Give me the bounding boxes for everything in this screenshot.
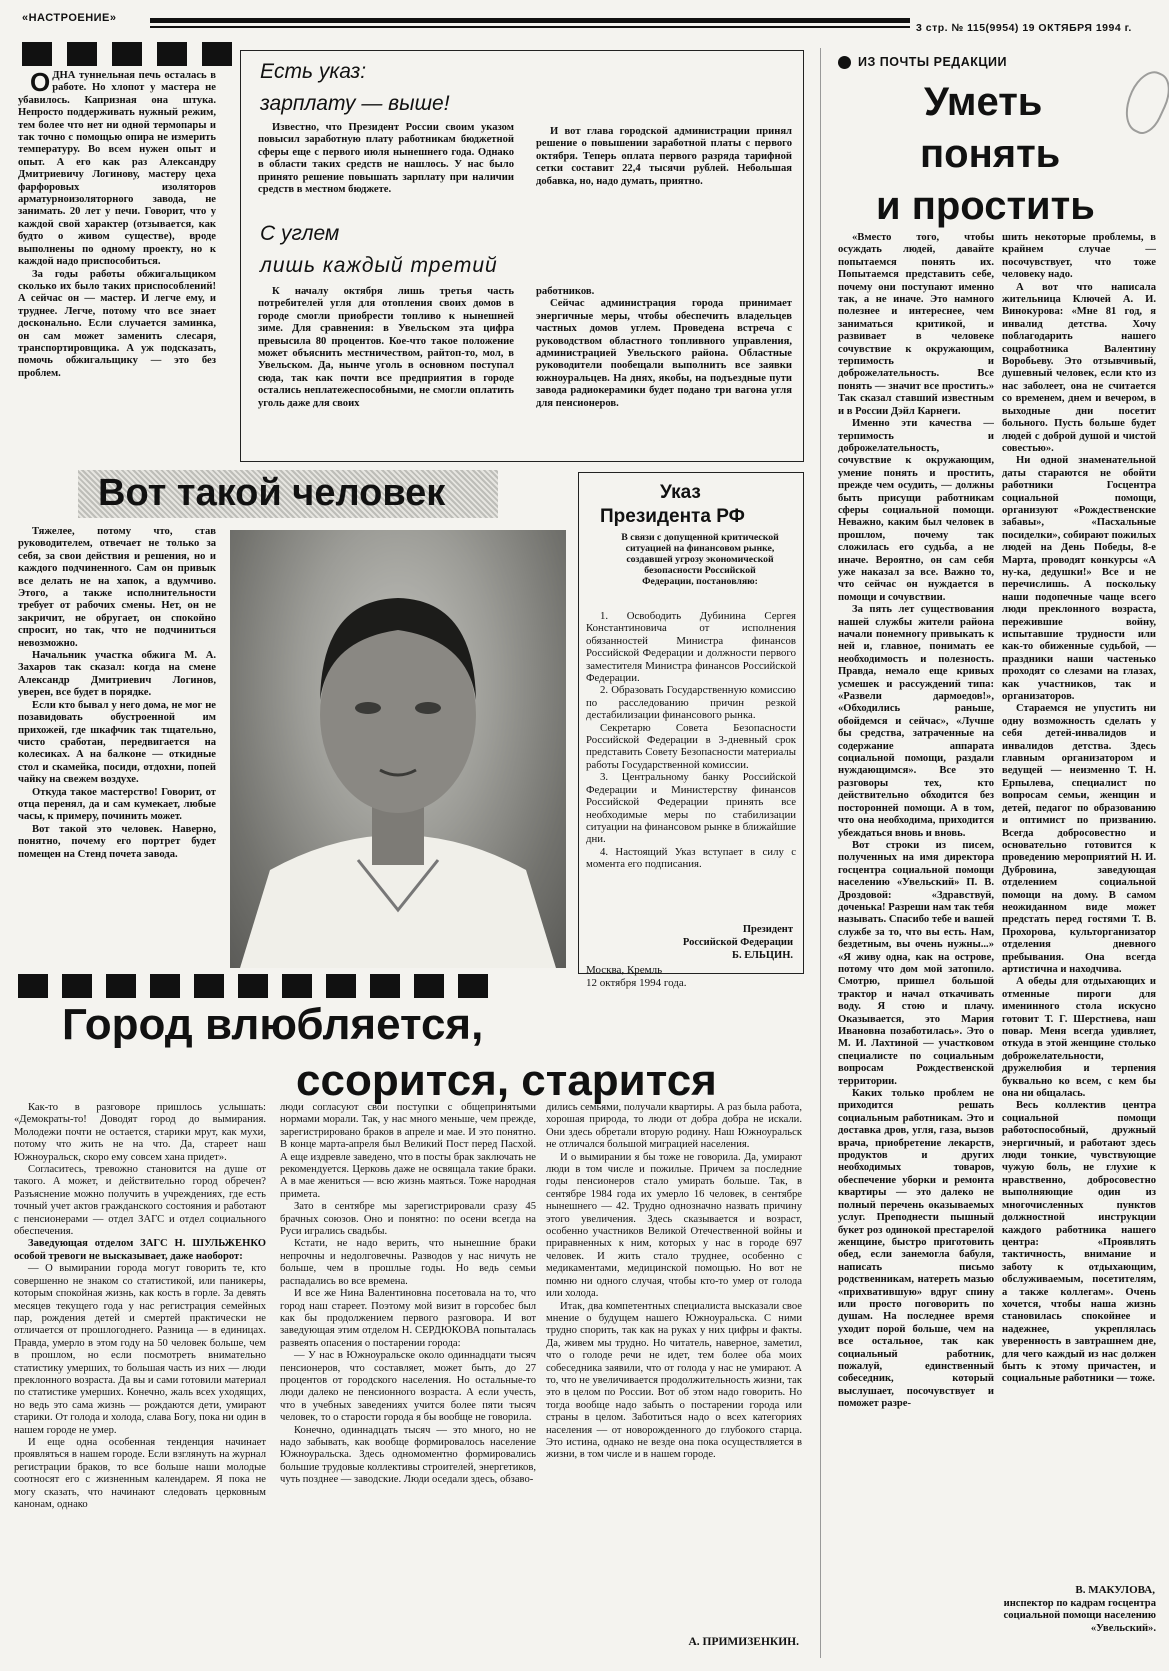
mail-paragraph: За пять лет существования нашей службы жители района начали понемногу привыкать к ней и, главное, понимать ее необходимость и полезность. Правда, немало еще кривых усмешек и рассуждений типа: «Развели дармоедов!», «Обходились раньше, обойдемся и сейчас», «Лучше бы средства, затраченные на содержание аппарата социальной помощи, раздали нуждающимся». Все это разговоры тех, кто действительно обходится без посторонней помощи. А в том, что она необходима, приходится убеждаться вновь и вновь. — [838, 604, 994, 839]
coal-paragraph: Сейчас администрация города принимает энергичные меры, чтобы обеспечить владельцев частных домов углем. Проведена встреча с руководством областного топливного управления, администрацией Увельского района. Областные руководители пообещали выполнить все заявки южноуральцев. На днях, якобы, на подъездные пути завода радиокерамики будет подано три вагона угля для пенсионеров. — [536, 298, 792, 409]
chelovek-paragraph: Откуда такое мастерство! Говорит, от отца перенял, да и сам кумекает, любые часы, к примеру, починить может. — [18, 786, 216, 823]
divider-square — [458, 974, 488, 998]
divider-square — [157, 42, 187, 66]
divider-square — [22, 42, 52, 66]
decree-item: 3. Центральному банку Российской Федерации и Министерству финансов Российской Федерации принять все необходимые меры по стабилизации ситуации на финансовом рынке в ближайшие дни. — [586, 771, 796, 846]
chelovek-paragraph: Если кто бывал у него дома, не мог не позавидовать обустроенной им прихожей, где шкафчик так тщательно, чисто сработан, передвигается на колесиках. А на балконе — откидные стол и скамейка, посиди, отдохни, попей чайку на свежем воздухе. — [18, 699, 216, 786]
coal-paragraph: К началу октября лишь третья часть потребителей угля для отопления своих домов в городе смогли приобрести топливо к нынешней зиме. Для сравнения: в Увельском эта цифра превысила 80 процентов. Кое-что такое положение может объяснить местничеством, райтоп-то, мол, в Увельском. Да, нынче уголь в основном поступал сюда, так как почти все предприятия в городе остались неплатежеспособными, не смогли оплатить уголь даже для своих — [258, 286, 514, 409]
mail-paragraph: Ни одной знаменательной даты стараются не обойти работники Госцентра социальной помощи, организуют «Рождественские забавы», «Пасхальные посиделки», собирают пожилых людей на День Победы, 8-е Марта, проводят конкурсы «А ну-ка, дедушки!» Все и не перечислишь. А поскольку наши подопечные чаще всего люди преклонного возраста, пережившие войну, испытавшие трудности или как-то обиженные судьбой, — праздники наши частенько проходят со слезами на глазах, как участников, так и организаторов. — [1002, 455, 1156, 703]
chelovek-title: Вот такой человек — [98, 472, 446, 514]
ukaz-body-2 — [536, 126, 792, 206]
city-paragraph: Как-то в разговоре пришлось услышать: «Демократы-то! Доводят город до вымирания. Молодежи почти не остается, старики мрут, как мухи, потому что жить не на что. Да, стареет наш Южноуральск, скоро ему совсем хана придет». — [14, 1102, 266, 1163]
city-paragraph: Итак, два компетентных специалиста высказали свое мнение о будущем нашего Южноуральска. С ними трудно спорить, так как на руках у них цифры и факты. Да, живем мы трудно. Но читатель, наверное, заметил, что о голоде речи не идет, тем более оба моих собеседника заявили, что от голода у нас не умирают. А то, что не увеличивается продолжительность жизни, так это в целом по России. Вот об этом надо говорить. Но тогда вообще надо забыть о постарении города или страны в целом. Заботиться надо о всех категориях населения — от новорожденного до глубокого старца. Это истина, однако не везде она пока осуществляется в жизни, в том числе и в нашем городе. — [546, 1300, 802, 1461]
city-paragraph: люди согласуют свои поступки с общепринятыми нормами морали. Так, у нас много меньше, чем прежде, зарегистрировано браков в апреле и мае. И это понятно. В конце марта-апреля был Великий Пост перед Пасхой. А еще издревле заведено, что в посты брак заключать не рекомендуется. Церковь даже не освящала такие браки. А в мае жениться — всю жизнь маяться. Тоже народная примета. — [280, 1102, 536, 1200]
handwritten-mark — [1116, 65, 1169, 139]
decree-sign-1: Президент — [742, 924, 793, 935]
mail-title-2: понять — [920, 132, 1061, 176]
ukaz-body-1 — [258, 122, 514, 220]
ukaz-title-2: зарплату — выше! — [260, 92, 450, 115]
ukaz-paragraph: И вот глава городской администрации принял решение о повышении заработной платы с первого октября. Теперь оплата первого разряда тарифной сетки составит 22,4 тысячи рублей. Небольшая добавка, но, надо думать, приятно. — [536, 126, 792, 187]
city-paragraph: Зато в сентябре мы зарегистрировали сразу 45 брачных союзов. Оно и понятно: по осени всегда на Руси игрались свадьбы. — [280, 1201, 536, 1238]
divider-square — [414, 974, 444, 998]
decree-item: 1. Освободить Дубинина Сергея Константиновича от исполнения обязанностей Министра финансов Российской Федерации и должности первого заместителя Министра финансов Российской Федерации. — [586, 610, 796, 685]
city-paragraph: Заведующая отделом ЗАГС Н. ШУЛЬЖЕНКО особой тревоги не высказывает, даже наоборот: — [14, 1238, 266, 1262]
city-column-1 — [14, 1102, 266, 1652]
mail-column-2 — [1002, 232, 1156, 1578]
city-column-3 — [546, 1102, 802, 1622]
ukaz-title-1: Есть указ: — [260, 60, 367, 83]
mail-paragraph: А обеды для отдыхающих и отменные пироги для именинного стола искусно готовит Т. Г. Шерстнева, наш повар. Меня всегда удивляет, откуда в этой женщине столько доброжелательности, дружелюбия и терпения буквально ко всем, с кем бы она ни общалась. — [1002, 976, 1156, 1100]
mail-paragraph: Вот строки из писем, полученных на имя директора госцентра социальной помощи населению «Увельский» П. В. Дроздовой: «Здравствуй, доченька! Разреши нам так тебя называть. Спасибо тебе и вашей службе за то, что вы есть. Нам, бездетным, вы очень нужны...» «Я живу одна, как на острове, потому что дом мой затопило. Смотрю, пришел большой трактор и начал откачивать воду. Я стою и плачу. Оказывается, это Мария Ивановна позаботилась». Это о М. И. Лахтиной — участковом специалисте по социальным вопросам Рождественской территории. — [838, 839, 994, 1087]
decree-items — [586, 610, 796, 912]
issue-info: 3 стр. № 115(9954) 19 ОКТЯБРЯ 1994 г. — [916, 22, 1132, 34]
decree-item: 4. Настоящий Указ вступает в силу с момента его подписания. — [586, 845, 796, 871]
mail-paragraph: Именно эти качества — терпимость и доброжелательность, сочувствие к окружающим, умение понять и простить, прежде чем осудить, — должны быть присущи работникам сферы социальной помощи. Неважно, каким был человек в прошлом, почему так сложилась его судьба, а не иначе. Вероятно, он сам себя уже наказал за все. Важно то, что сейчас он нуждается в помощи и сочувствии. — [838, 418, 994, 603]
mail-rubric: ИЗ ПОЧТЫ РЕДАКЦИИ — [858, 55, 1007, 69]
city-paragraph: Согласитесь, тревожно становится на душе от такого. А может, и действительно город обречен? Разъяснение можно получить в учреждениях, где есть точный учет актов гражданского состояния и работают с пенсионерами — отдел ЗАГС и отдел социального обеспечения. — [14, 1164, 266, 1238]
coal-column-2 — [536, 286, 792, 454]
mail-paragraph: Весь коллектив центра социальной помощи работоспособный, дружный энергичный, и работают здесь люди тонкие, чувствующие чужую боль, не глухие к нравственно, добросовестно выполняющие один из многочисленных пунктов должностной инструкции каждого работника нашего центра: «Проявлять тактичность, внимание и заботу к отдыхающим, обслуживаемым, посетителям, а также коллегам». Очень хочется, чтобы наша жизнь становилась спокойнее и надежнее, укреплялась уверенность в завтрашнем дне, для чего каждый из нас должен быть к этому причастен, и социальные работники — тоже. — [1002, 1100, 1156, 1385]
city-paragraph: И все же Нина Валентиновна посетовала на то, что город наш стареет. Поэтому мой визит в горсобес был как бы продолжением первого разговора. И вот заведующая этим отделом Н. СЕРДЮКОВА попыталась развеять опасения о постарении города: — [280, 1288, 536, 1349]
chelovek-paragraph: Тяжелее, потому что, став руководителем, отвечает не только за себя, за свои действия и решения, но и каждого подчиненного. Сам он привык все делать не на хапок, а вдумчиво. Этого, а также исполнительности требует от рабочих смены. Нет, он не закричит, не обругает, он спокойно спросит, но так, что не подчиниться невозможно. — [18, 526, 216, 649]
city-paragraph: И еще одна особенная тенденция начинает проявляться в нашем городе. Если взглянуть на журнал регистрации браков, то все больше наши молодые соотносят его с жизненным календарем. Я пока не могу сказать, что начинают следовать церковным канонам, однако — [14, 1436, 266, 1510]
divider-square — [62, 974, 92, 998]
decree-title-1: Указ — [660, 482, 701, 503]
chelovek-paragraph: Вот такой это человек. Наверно, понятно, почему его портрет будет помещен на Стенд почета завода. — [18, 823, 216, 860]
city-column-2 — [280, 1102, 536, 1652]
decree-sign-3: Б. ЕЛЬЦИН. — [732, 950, 793, 961]
tunnel-paragraph: ДНА туннельная печь осталась в работе. Но хлопот у мастера не убавилось. Капризная она штука. Непросто поддерживать нужный режим, тем более что нет ни одной термопары и так точно с помощью опира не измерить температуру. Во всем нужен опыт и опыт. А его как раз Александру Дмитриевичу Логинову, мастеру цеха фарфоровых изоляторов арматурноизоляторного завода, не занимать. 20 лет у печи. Говорит, что у каждой свой характер (отзывается, как будто о живом существе), вроде выполнены по одному проекту, но к каждой надо приспособиться. — [18, 70, 216, 268]
divider-square — [150, 974, 180, 998]
section-label: «НАСТРОЕНИЕ» — [22, 12, 117, 24]
ukaz-paragraph: Известно, что Президент России своим указом повысил заработную плату работникам бюджетной сферы еще с первого июля нынешнего года. Однако в области таких средств не нашлось. У нас было принято решение повышать зарплату при наличии средств в местном бюджете. — [258, 122, 514, 196]
chelovek-paragraph: Начальник участка обжига М. А. Захаров так сказал: когда на смене Александр Дмитриевич Логинов, уверен, все будет в порядке. — [18, 650, 216, 699]
mail-paragraph: Каких только проблем не приходится решать социальным работникам. Это и доставка дров, угля, газа, вызов врача, приобретение лекарств, продуктов и других необходимых товаров, обеспечение уборки и ремонта квартиры — это далеко не полный перечень оказываемых услуг. Преподнести пышный букет роз одинокой престарелой женщине, быстро приготовить обед, если занемогла бабуля, написать письмо родственникам, натереть мазью «прихватившую» вдруг спину или просто поговорить по душам. На последнее время уходит порой больше, чем на все остальное, так как социальный работник, пожалуй, единственный собеседник, который выслушает, посочувствует и поможет разре- — [838, 1088, 994, 1410]
mail-title-1: Уметь — [924, 80, 1043, 124]
city-paragraph: — У нас в Южноуральске около одиннадцати тысяч пенсионеров, что составляет, может быть, до 27 процентов от городского населения. Но остальные-то люди далеко не пенсионного возраста. А если учесть, что в учебных заведениях учится более пяти тысяч человек, то о старости города я бы вообще не говорила. — [280, 1350, 536, 1424]
dropcap: О — [30, 70, 51, 97]
mail-column-1 — [838, 232, 994, 1644]
divider-square — [194, 974, 224, 998]
city-paragraph: И о вымирании я бы тоже не говорила. Да, умирают люди в том числе и пожилые. Причем за последние годы пенсионеров стало умирать больше. Так, в сентябре 1984 года их умерло 16 человек, в сентябре нынешнего — 42. Трудно однозначно назвать причину этого увеличения. Здесь сказывается и возраст, особенно участников Великой Отечественной войны и приравненных к ним, которых у нас в городе 697 человек. И жить стало труднее, особенно с медикаментами, медицинской помощью. Но вот не помню ни одного случая, чтобы кто-то умер от голода или холода. — [546, 1151, 802, 1300]
mail-title-3: и простить — [876, 184, 1095, 228]
city-paragraph: — О вымирании города могут говорить те, кто совершенно не знаком со статистикой, или паникеры, которым спокойная жизнь, как кость в горле. За девять месяцев текущего года у нас регистрация семейных пар, рождения детей и смертей практически не отличается от прошлогоднего. Разница — в единицах. Правда, умерло в этом году на 50 человек больше, чем в прошлом, но если посмотреть внимательно статистику умерших, то большая часть из них — люди преклонного возраста. Да вы и сами готовили материал по статистике умерших. Конечно, жаль всех уходящих, но ведь это сама жизнь — рождаются дети, умирают старики. От голода и холода, слава Богу, пока ни один в нашем городе не умер. — [14, 1263, 266, 1436]
coal-subtitle-1: С углем — [260, 222, 340, 245]
city-paragraph: Кстати, не надо верить, что нынешние браки непрочны и недолговечны. Разводов у нас ничуть не больше, чем в прошлые годы. Но ведь семьи распадались во все времена. — [280, 1238, 536, 1287]
divider-square — [106, 974, 136, 998]
city-signature: А. ПРИМИЗЕНКИН. — [688, 1636, 799, 1648]
column-rule — [820, 48, 821, 1658]
header-rule-thin — [150, 26, 910, 28]
decree-sign-2: Российской Федерации — [682, 937, 793, 948]
divider-square — [18, 974, 48, 998]
decree-date: 12 октября 1994 года. — [586, 977, 687, 989]
mail-paragraph: шить некоторые проблемы, в крайнем случае — посочувствует, что тоже человеку надо. — [1002, 232, 1156, 281]
city-paragraph: дились семьями, получали квартиры. А раз была работа, хорошая природа, то люди от добра добра не искали. Они здесь обретали вторую родину. Наш Южноуральск не отличался большой миграцией населения. — [546, 1102, 802, 1151]
tunnel-paragraph: За годы работы обжигальщиком сколько их было таких приспособлений! А сейчас он — мастер. И легче ему, и труднее. Легче, потому что все знает досконально. Если случается заминка, он сам может заменить слесаря, транспортировщика. А уж подсказать, помочь обжигальщику — это без проблем. — [18, 268, 216, 379]
decree-preamble — [620, 532, 780, 612]
decree-preamble-text: В связи с допущенной критической ситуацией на финансовом рынке, создавшей угрозу экономической безопасности Российской Федерации, постановляю: — [621, 532, 779, 587]
bullet-icon — [838, 56, 851, 69]
divider-square — [202, 42, 232, 66]
header-rule — [150, 18, 910, 23]
mail-paragraph: А вот что написала жительница Ключей А. И. Винокурова: «Мне 81 год, я инвалид детства. Хочу поблагодарить нашего соцработника Валентину Воробьеву. Это отзывчивый, душевный человек, если кто из нас заболеет, она не считается со временем, днем и вечером, в выходные дни посетит больного. Пусть больше будет людей с доброй душой и чистой совестью». — [1002, 281, 1156, 454]
portrait-photo — [230, 530, 566, 968]
mail-paragraph: Стараемся не упустить ни одну возможность сделать у себя детей-инвалидов и инвалидов детства. Здесь главным организатором и ведущей — неизменно Т. Н. Ерпылева, специалист по вопросам семьи, женщин и детей, педагог по образованию и оптимист по призванию. Всегда добросовестно и основательно готовится к проведению мероприятий Н. И. Дубровина, заведующая отделением социальной помощи на дому. В самом неожиданном виде может предстать перед гостями Т. В. Прохорова, культорганизатор отделения дневного пребывания. Она всегда артистична и находчива. — [1002, 703, 1156, 975]
divider-square — [112, 42, 142, 66]
portrait-figure — [230, 530, 566, 968]
divider-square — [67, 42, 97, 66]
coal-paragraph: работников. — [536, 286, 595, 297]
mail-signature: В. МАКУЛОВА, — [1075, 1584, 1155, 1596]
decree-place: Москва, Кремль — [586, 964, 663, 976]
city-title-2: ссорится, старится — [296, 1056, 717, 1105]
divider-square — [370, 974, 400, 998]
divider-square — [238, 974, 268, 998]
mail-paragraph: «Вместо того, чтобы осуждать людей, давайте попытаемся понять их. Попытаемся представить себе, почему они поступают именно так, а не иначе. Это намного полезнее и интереснее, чем заниматься критикой, и развивает в человеке сочувствие к окружающим, терпимость и доброжелательность. Все понять — значит все простить.» Так сказал ставший известным и в России Дэйл Карнеги. — [838, 232, 994, 417]
divider-square — [282, 974, 312, 998]
coal-subtitle-2: лишь каждый третий — [260, 254, 498, 277]
city-paragraph: Конечно, одиннадцать тысяч — это много, но не надо забывать, как вообще формировалось население Южноуральска. Здесь одномоментно формировались большие трудовые коллективы строителей, энергетиков, чуть позднее — заводские. Люди оседали здесь, обзаво- — [280, 1424, 536, 1486]
coal-column-1 — [258, 286, 514, 454]
decree-item: Секретарю Совета Безопасности Российской Федерации в 3-дневный срок представить Совету Безопасности материалы работы Государственной комиссии. — [586, 721, 796, 771]
tunnel-article — [18, 70, 216, 460]
decree-item: 2. Образовать Государственную комиссию по расследованию причин резкой дестабилизации финансового рынка. — [586, 684, 796, 722]
mail-signature-role: инспектор по кадрам госцентра социальной помощи населению «Увельский». — [1003, 1598, 1156, 1634]
decree-title-2: Президента РФ — [600, 506, 745, 527]
city-title-1: Город влюбляется, — [62, 1000, 484, 1049]
chelovek-column — [18, 526, 216, 966]
divider-square — [326, 974, 356, 998]
